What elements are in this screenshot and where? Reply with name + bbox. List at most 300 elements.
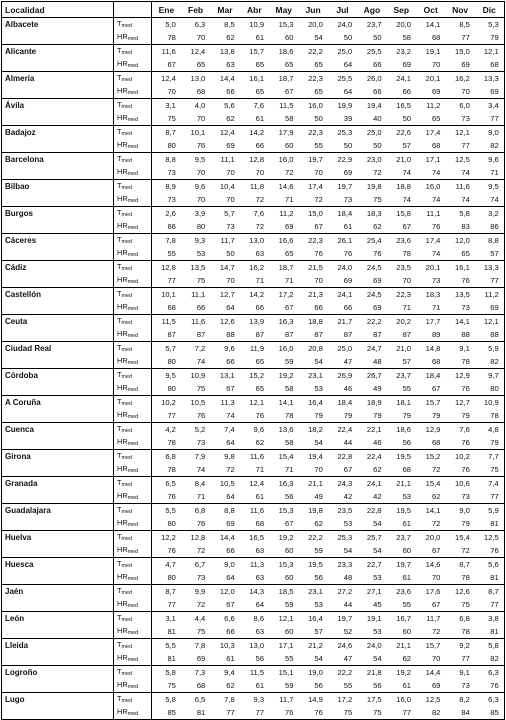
humidity-value: 72 <box>416 463 445 477</box>
temperature-value: 6,5 <box>165 479 176 488</box>
humidity-value: 54 <box>357 652 386 666</box>
temperature-value: 12,0 <box>455 236 470 245</box>
temperature-value: 12,6 <box>219 317 235 326</box>
humidity-value: 71 <box>181 490 210 504</box>
humidity-value: 75 <box>357 193 386 207</box>
variable-symbol: HR <box>117 356 128 365</box>
temperature-value: 15,8 <box>396 209 412 218</box>
humidity-value: 70 <box>416 652 445 666</box>
temperature-value: 13,9 <box>249 317 265 326</box>
variable-symbol: HR <box>117 383 128 392</box>
temperature-value: 9,1 <box>459 668 470 677</box>
temperature-value: 15,3 <box>278 560 294 569</box>
humidity-value: 75 <box>475 463 504 477</box>
header-month: Nov <box>445 2 474 18</box>
humidity-value: 82 <box>475 652 504 666</box>
humidity-value: 84 <box>445 706 474 720</box>
humidity-value: 50 <box>357 139 386 153</box>
temperature-value: 7,6 <box>459 425 470 434</box>
variable-symbol: HR <box>117 680 128 689</box>
humidity-value: 68 <box>152 301 181 315</box>
humidity-value: 70 <box>181 31 210 45</box>
humidity-value: 81 <box>475 571 504 585</box>
temperature-value: 12,9 <box>455 371 470 380</box>
temperature-value: 17,6 <box>425 587 441 596</box>
temperature-value: 21,1 <box>396 641 412 650</box>
variable-label <box>114 58 152 72</box>
location-name: Lleida <box>2 639 114 666</box>
humidity-value: 50 <box>387 112 416 126</box>
temperature-value: 7,3 <box>194 668 206 677</box>
temperature-value: 21,1 <box>308 479 323 488</box>
humidity-value: 80 <box>152 571 181 585</box>
humidity-value: 56 <box>357 679 386 693</box>
temperature-value: 14,8 <box>425 344 441 353</box>
temperature-value: 5,5 <box>165 641 176 650</box>
variable-label <box>114 301 152 315</box>
humidity-value: 69 <box>181 652 210 666</box>
variable-symbol: HR <box>117 275 128 284</box>
humidity-value: 73 <box>152 193 181 207</box>
humidity-value: 79 <box>416 409 445 423</box>
variable-subscript: med <box>121 77 133 83</box>
humidity-value: 74 <box>210 409 239 423</box>
temperature-value: 19,8 <box>366 182 382 191</box>
temperature-value: 18,3 <box>425 290 441 299</box>
variable-subscript: med <box>127 684 139 690</box>
humidity-value: 68 <box>416 436 445 450</box>
temperature-value: 22,4 <box>366 452 382 461</box>
humidity-value: 66 <box>210 355 239 369</box>
humidity-value: 66 <box>357 85 386 99</box>
humidity-value: 78 <box>387 247 416 261</box>
variable-subscript: med <box>121 698 133 704</box>
variable-symbol: T <box>117 100 122 109</box>
temperature-value: 3,1 <box>165 614 176 623</box>
variable-label <box>114 396 152 410</box>
temperature-value: 16,1 <box>249 74 265 83</box>
humidity-value: 65 <box>298 58 327 72</box>
humidity-value: 86 <box>152 220 181 234</box>
temperature-value: 18,6 <box>278 47 294 56</box>
humidity-value: 77 <box>475 598 504 612</box>
temperature-value: 14,1 <box>425 20 441 29</box>
variable-label <box>114 328 152 342</box>
humidity-value: 76 <box>475 544 504 558</box>
variable-label <box>114 139 152 153</box>
humidity-value: 60 <box>269 31 298 45</box>
temperature-value: 7,6 <box>253 101 265 110</box>
humidity-value: 76 <box>269 706 298 720</box>
variable-subscript: med <box>121 158 133 164</box>
humidity-value: 61 <box>240 112 269 126</box>
table-row-temperature <box>2 234 505 248</box>
humidity-value: 69 <box>357 274 386 288</box>
humidity-value: 59 <box>269 355 298 369</box>
temperature-value: 22,9 <box>337 155 353 164</box>
humidity-value: 58 <box>269 382 298 396</box>
humidity-value: 68 <box>475 58 504 72</box>
variable-label <box>114 558 152 572</box>
temperature-value: 11,6 <box>455 182 470 191</box>
humidity-value: 67 <box>387 220 416 234</box>
temperature-value: 9,6 <box>475 153 504 167</box>
humidity-value: 73 <box>328 193 357 207</box>
humidity-value: 76 <box>298 247 327 261</box>
variable-label <box>114 666 152 680</box>
humidity-value: 70 <box>445 85 474 99</box>
temperature-value: 26,0 <box>366 74 382 83</box>
temperature-value: 4,8 <box>475 423 504 437</box>
temperature-value: 24,5 <box>366 263 382 272</box>
temperature-value: 19,2 <box>396 668 412 677</box>
temperature-value: 22,2 <box>308 533 323 542</box>
variable-symbol: T <box>117 559 122 568</box>
temperature-value: 17,2 <box>278 290 294 299</box>
temperature-value: 22,8 <box>366 506 382 515</box>
temperature-value: 5,9 <box>475 342 504 356</box>
variable-symbol: HR <box>117 599 128 608</box>
temperature-value: 5,8 <box>475 639 504 653</box>
table-row-temperature <box>2 477 505 491</box>
temperature-value: 10,6 <box>455 479 470 488</box>
temperature-value: 12,9 <box>425 425 441 434</box>
temperature-value: 18,4 <box>337 209 353 218</box>
temperature-value: 16,0 <box>308 101 323 110</box>
humidity-value: 70 <box>210 274 239 288</box>
humidity-value: 63 <box>240 247 269 261</box>
temperature-value: 19,0 <box>308 668 323 677</box>
humidity-value: 66 <box>181 301 210 315</box>
humidity-value: 53 <box>387 490 416 504</box>
temperature-value: 4,2 <box>165 425 176 434</box>
humidity-value: 67 <box>328 463 357 477</box>
temperature-value: 3,9 <box>194 209 206 218</box>
humidity-value: 83 <box>445 220 474 234</box>
temperature-value: 6,8 <box>459 614 470 623</box>
temperature-value: 25,3 <box>337 533 353 542</box>
humidity-value: 63 <box>240 544 269 558</box>
humidity-value: 74 <box>475 193 504 207</box>
humidity-value: 75 <box>152 112 181 126</box>
variable-subscript: med <box>127 360 139 366</box>
humidity-value: 64 <box>328 85 357 99</box>
variable-label <box>114 490 152 504</box>
humidity-value: 80 <box>152 382 181 396</box>
humidity-value: 58 <box>387 31 416 45</box>
variable-subscript: med <box>121 50 133 56</box>
temperature-value: 5,7 <box>224 209 235 218</box>
humidity-value: 75 <box>181 382 210 396</box>
variable-symbol: T <box>117 235 122 244</box>
variable-subscript: med <box>127 441 139 447</box>
temperature-value: 8,7 <box>165 128 176 137</box>
variable-symbol: HR <box>117 248 128 257</box>
humidity-value: 70 <box>416 58 445 72</box>
variable-label <box>114 517 152 531</box>
variable-symbol: T <box>117 640 122 649</box>
temperature-value: 12,1 <box>278 614 294 623</box>
humidity-value: 76 <box>445 463 474 477</box>
temperature-value: 16,1 <box>455 263 470 272</box>
humidity-value: 54 <box>298 31 327 45</box>
temperature-value: 12,2 <box>161 533 176 542</box>
humidity-value: 62 <box>210 679 239 693</box>
temperature-value: 25,7 <box>366 533 382 542</box>
temperature-value: 6,3 <box>475 693 504 707</box>
temperature-value: 4,4 <box>194 614 206 623</box>
temperature-value: 24,1 <box>337 290 353 299</box>
temperature-value: 13,8 <box>219 47 235 56</box>
humidity-value: 80 <box>181 220 210 234</box>
temperature-value: 16,2 <box>249 263 265 272</box>
humidity-value: 60 <box>269 139 298 153</box>
variable-label <box>114 234 152 248</box>
humidity-value: 81 <box>181 706 210 720</box>
humidity-value: 82 <box>475 355 504 369</box>
variable-symbol: T <box>117 127 122 136</box>
humidity-value: 63 <box>240 571 269 585</box>
humidity-value: 61 <box>387 517 416 531</box>
humidity-value: 75 <box>328 706 357 720</box>
temperature-value: 9,4 <box>224 668 235 677</box>
temperature-value: 7,2 <box>194 344 206 353</box>
humidity-value: 87 <box>181 328 210 342</box>
header-month: Abr <box>240 2 269 18</box>
temperature-value: 11,7 <box>220 236 235 245</box>
location-name: Albacete <box>2 18 114 45</box>
humidity-value: 72 <box>416 625 445 639</box>
temperature-value: 23,7 <box>396 371 412 380</box>
humidity-value: 81 <box>475 517 504 531</box>
variable-subscript: med <box>127 333 139 339</box>
humidity-value: 46 <box>328 382 357 396</box>
variable-subscript: med <box>127 144 139 150</box>
climate-table <box>1 1 505 720</box>
humidity-value: 80 <box>475 382 504 396</box>
temperature-value: 20,0 <box>308 20 323 29</box>
temperature-value: 10,9 <box>190 371 206 380</box>
humidity-value: 68 <box>387 463 416 477</box>
temperature-value: 21,1 <box>396 479 412 488</box>
variable-label <box>114 585 152 599</box>
humidity-value: 62 <box>416 490 445 504</box>
temperature-value: 18,5 <box>278 587 294 596</box>
temperature-value: 5,2 <box>194 425 206 434</box>
temperature-value: 15,7 <box>425 398 441 407</box>
variable-symbol: T <box>117 478 122 487</box>
temperature-value: 17,4 <box>425 128 441 137</box>
humidity-value: 56 <box>269 490 298 504</box>
temperature-value: 14,1 <box>278 398 294 407</box>
variable-subscript: med <box>121 455 133 461</box>
humidity-value: 53 <box>357 571 386 585</box>
variable-label <box>114 369 152 383</box>
variable-symbol: HR <box>117 491 128 500</box>
variable-label <box>114 342 152 356</box>
humidity-value: 82 <box>416 706 445 720</box>
humidity-value: 50 <box>298 112 327 126</box>
humidity-value: 46 <box>357 436 386 450</box>
humidity-value: 58 <box>269 436 298 450</box>
location-name: Girona <box>2 450 114 477</box>
variable-label <box>114 450 152 464</box>
variable-subscript: med <box>121 509 133 515</box>
temperature-value: 25,0 <box>337 344 353 353</box>
table-row-temperature <box>2 153 505 167</box>
humidity-value: 70 <box>152 85 181 99</box>
header-month: Feb <box>181 2 210 18</box>
temperature-value: 16,0 <box>396 695 412 704</box>
humidity-value: 40 <box>357 112 386 126</box>
temperature-value: 5,0 <box>165 20 176 29</box>
variable-symbol: T <box>117 586 122 595</box>
variable-label <box>114 652 152 666</box>
temperature-value: 18,8 <box>396 182 412 191</box>
header-month: May <box>269 2 298 18</box>
temperature-value: 17,4 <box>425 236 441 245</box>
humidity-value: 72 <box>416 517 445 531</box>
temperature-value: 16,0 <box>278 344 294 353</box>
humidity-value: 70 <box>181 166 210 180</box>
temperature-value: 11,7 <box>279 695 294 704</box>
variable-label <box>114 355 152 369</box>
temperature-value: 15,0 <box>455 47 470 56</box>
humidity-value: 87 <box>387 328 416 342</box>
temperature-value: 9,6 <box>194 182 206 191</box>
temperature-value: 9,5 <box>165 371 176 380</box>
temperature-value: 25,5 <box>366 47 382 56</box>
header-month: Oct <box>416 2 445 18</box>
variable-subscript: med <box>121 590 133 596</box>
location-name: Granada <box>2 477 114 504</box>
temperature-value: 17,7 <box>425 317 441 326</box>
temperature-value: 7,9 <box>194 452 206 461</box>
temperature-value: 3,4 <box>475 99 504 113</box>
humidity-value: 67 <box>416 382 445 396</box>
humidity-value: 53 <box>298 382 327 396</box>
humidity-value: 76 <box>445 436 474 450</box>
humidity-value: 69 <box>475 85 504 99</box>
location-name: Cádiz <box>2 261 114 288</box>
humidity-value: 70 <box>298 463 327 477</box>
humidity-value: 73 <box>445 490 474 504</box>
temperature-value: 13,0 <box>249 641 265 650</box>
variable-subscript: med <box>127 630 139 636</box>
humidity-value: 77 <box>445 652 474 666</box>
variable-subscript: med <box>127 657 139 663</box>
variable-symbol: HR <box>117 518 128 527</box>
variable-label <box>114 220 152 234</box>
temperature-value: 12,4 <box>249 479 265 488</box>
temperature-value: 19,1 <box>425 47 441 56</box>
variable-label <box>114 85 152 99</box>
variable-subscript: med <box>121 23 133 29</box>
temperature-value: 18,2 <box>308 425 323 434</box>
temperature-value: 21,7 <box>337 317 353 326</box>
variable-subscript: med <box>127 603 139 609</box>
humidity-value: 73 <box>181 571 210 585</box>
humidity-value: 65 <box>269 58 298 72</box>
table-row-temperature <box>2 180 505 194</box>
humidity-value: 53 <box>181 247 210 261</box>
humidity-value: 55 <box>387 598 416 612</box>
temperature-value: 21,5 <box>308 263 323 272</box>
variable-subscript: med <box>127 117 139 123</box>
table-row-temperature <box>2 288 505 302</box>
humidity-value: 68 <box>416 355 445 369</box>
temperature-value: 23,2 <box>396 47 412 56</box>
humidity-value: 74 <box>416 193 445 207</box>
temperature-value: 12,1 <box>455 128 470 137</box>
header-location: Localidad <box>2 2 114 18</box>
humidity-value: 64 <box>210 436 239 450</box>
humidity-value: 50 <box>328 139 357 153</box>
temperature-value: 18,7 <box>278 263 294 272</box>
variable-subscript: med <box>127 171 139 177</box>
temperature-value: 13,0 <box>249 236 265 245</box>
temperature-value: 17,1 <box>278 641 294 650</box>
humidity-value: 69 <box>357 301 386 315</box>
temperature-value: 24,7 <box>366 344 382 353</box>
temperature-value: 15,4 <box>455 533 470 542</box>
temperature-value: 11,3 <box>220 398 235 407</box>
humidity-value: 66 <box>328 301 357 315</box>
variable-subscript: med <box>127 90 139 96</box>
table-row-temperature <box>2 639 505 653</box>
humidity-value: 49 <box>298 490 327 504</box>
table-row-temperature <box>2 261 505 275</box>
temperature-value: 19,7 <box>396 560 412 569</box>
variable-symbol: T <box>117 181 122 190</box>
humidity-value: 74 <box>181 355 210 369</box>
temperature-value: 20,1 <box>425 263 441 272</box>
humidity-value: 67 <box>269 517 298 531</box>
humidity-value: 54 <box>357 544 386 558</box>
temperature-value: 15,2 <box>249 371 265 380</box>
variable-symbol: HR <box>117 572 128 581</box>
location-name: Lugo <box>2 693 114 720</box>
temperature-value: 18,4 <box>425 371 441 380</box>
humidity-value: 60 <box>269 625 298 639</box>
variable-symbol: T <box>117 667 122 676</box>
humidity-value: 42 <box>357 490 386 504</box>
humidity-value: 75 <box>181 274 210 288</box>
variable-label <box>114 261 152 275</box>
humidity-value: 61 <box>210 652 239 666</box>
temperature-value: 8,7 <box>459 560 470 569</box>
humidity-value: 70 <box>298 274 327 288</box>
temperature-value: 8,4 <box>194 479 206 488</box>
variable-symbol: T <box>117 424 122 433</box>
temperature-value: 18,3 <box>366 209 382 218</box>
temperature-value: 12,7 <box>455 398 470 407</box>
temperature-value: 22,6 <box>396 128 412 137</box>
humidity-value: 70 <box>210 193 239 207</box>
variable-label <box>114 477 152 491</box>
humidity-value: 77 <box>475 490 504 504</box>
temperature-value: 19,7 <box>337 614 353 623</box>
variable-symbol: T <box>117 370 122 379</box>
temperature-value: 21,2 <box>308 641 323 650</box>
variable-label <box>114 112 152 126</box>
temperature-value: 17,5 <box>366 695 382 704</box>
variable-subscript: med <box>121 563 133 569</box>
temperature-value: 23,1 <box>308 371 323 380</box>
temperature-value: 19,9 <box>337 101 353 110</box>
humidity-value: 85 <box>152 706 181 720</box>
temperature-value: 12,1 <box>249 398 265 407</box>
